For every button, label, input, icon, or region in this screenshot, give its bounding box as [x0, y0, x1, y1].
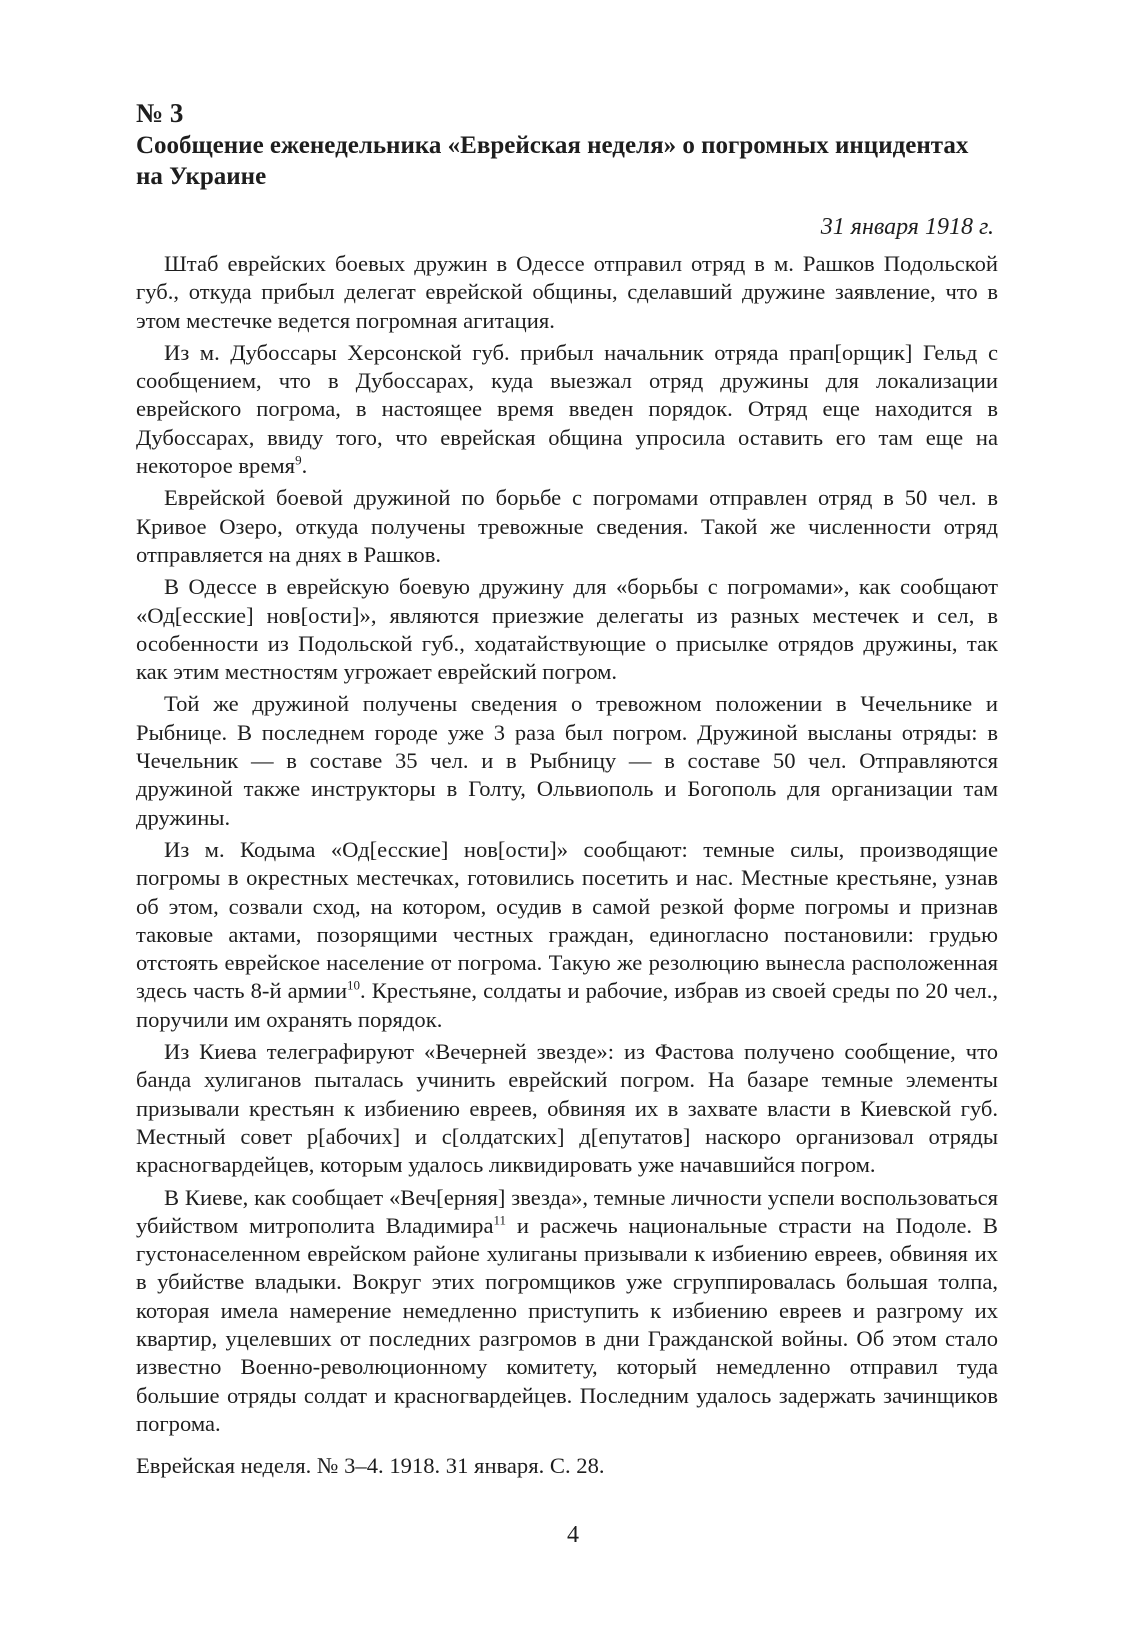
document-title: Сообщение еженедельника «Еврейская неделя» о погромных инцидентах на Украине — [136, 132, 969, 190]
footnote-marker-10: 10 — [347, 977, 361, 993]
paragraph-6-end: . Крестьяне, солдаты и рабочие, избрав из своей среды по 20 чел., поручили им охранять порядок. — [136, 978, 998, 1032]
footnote-marker-9: 9 — [295, 452, 302, 468]
paragraph-4-text: В Одессе в еврейскую боевую дружину для «борьбы с погромами», как сообщают «Од[есские] нов[ости]», являются приезжие делегаты из разных местечек и сел, в особенности из Подольской губ., ходатайствующие о присылке отрядов дружины, так как этим местностям угрожает еврейский погром. — [136, 574, 998, 685]
paragraph-8-end: и расжечь национальные страсти на Подоле. В густонаселенном еврейском районе хулиганы призывали к избиению евреев, обвиняя их в убийстве владыки. Вокруг этих погромщиков уже сгруппировалась большая толпа, которая имела намерение немедленно приступить к избиению евреев и разгрому их квартир, уцелевших от последних разгромов в дни Гражданской войны. Об этом стало известно Военно-революционному комитету, который немедленно отправил туда большие отряды солдат и красногвардейцев. Последним удалось задержать зачинщиков погрома. — [136, 1212, 998, 1436]
page-number: 4 — [567, 1522, 579, 1548]
paragraph-2-end: . — [301, 453, 308, 479]
document-date: 31 января 1918 г. — [820, 214, 994, 240]
paragraph-5 — [136, 690, 998, 831]
paragraph-5-text: Той же дружиной получены сведения о тревожном положении в Чечельнике и Рыбнице. В последнем городе уже 3 раза был погром. Дружиной высланы отряды: в Чечельник — в составе 35 чел. и в Рыбницу — в составе 50 чел. Отправляются дружиной также инструкторы в Голту, Ольвиополь и Богополь для организации там дружины. — [136, 691, 998, 830]
paragraph-7-text: Из Киева телеграфируют «Вечерней звезде»: из Фастова получено сообщение, что банда хулиганов пыталась учинить еврейский погром. На базаре темные элементы призывали крестьян к избиению евреев, обвиняя их в захвате власти в Киевской губ. Местный совет р[абочих] и с[олдатских] д[епутатов] наскоро организовал отряды красногвардейцев, которым удалось ликвидировать уже начавшийся погром. — [136, 1039, 998, 1178]
paragraph-8 — [136, 1184, 998, 1439]
paragraph-2 — [136, 339, 998, 480]
paragraph-1-text: Штаб еврейских боевых дружин в Одессе отправил отряд в м. Рашков Подольской губ., откуда прибыл делегат еврейской общины, сделавший дружине заявление, что в этом местечке ведется погромная агитация. — [136, 251, 998, 333]
paragraph-4 — [136, 573, 998, 686]
paragraph-1 — [136, 250, 998, 335]
paragraph-2-text: Из м. Дубоссары Херсонской губ. прибыл начальник отряда прап[орщик] Гельд с сообщением, что в Дубоссарах, куда выезжал отряд дружины для локализации еврейского погрома, в настоящее время введен порядок. Отряд еще находится в Дубоссарах, ввиду того, что еврейская община упросила оставить его там еще на некоторое время — [136, 339, 998, 479]
paragraph-3 — [136, 484, 998, 569]
document-number: № 3 — [136, 98, 184, 128]
footnote-marker-11: 11 — [493, 1212, 506, 1228]
document-page — [136, 96, 998, 1480]
paragraph-7 — [136, 1038, 998, 1179]
paragraph-6-text: Из м. Кодыма «Од[есские] нов[ости]» сообщают: темные силы, производящие погромы в окрестных местечках, готовились посетить и нас. Местные крестьяне, узнав об этом, созвали сход, на котором, осудив в самой резкой форме погромы и признав таковые актами, позорящими честных граждан, единогласно постановили: грудью отстоять еврейское население от погрома. Такую же резолюцию вынесла расположенная здесь часть 8-й армии — [136, 836, 998, 1004]
paragraph-6 — [136, 836, 998, 1034]
paragraph-3-text: Еврейской боевой дружиной по борьбе с погромами отправлен отряд в 50 чел. в Кривое Озеро, откуда получены тревожные сведения. Такой же численности отряд отправляется на днях в Рашков. — [136, 485, 998, 567]
paragraph-8-text: В Киеве, как сообщает «Веч[ерняя] звезда», темные личности успели воспользоваться убийством митрополита Владимира — [136, 1184, 998, 1238]
source-citation: Еврейская неделя. № 3–4. 1918. 31 января. С. 28. — [136, 1453, 605, 1479]
